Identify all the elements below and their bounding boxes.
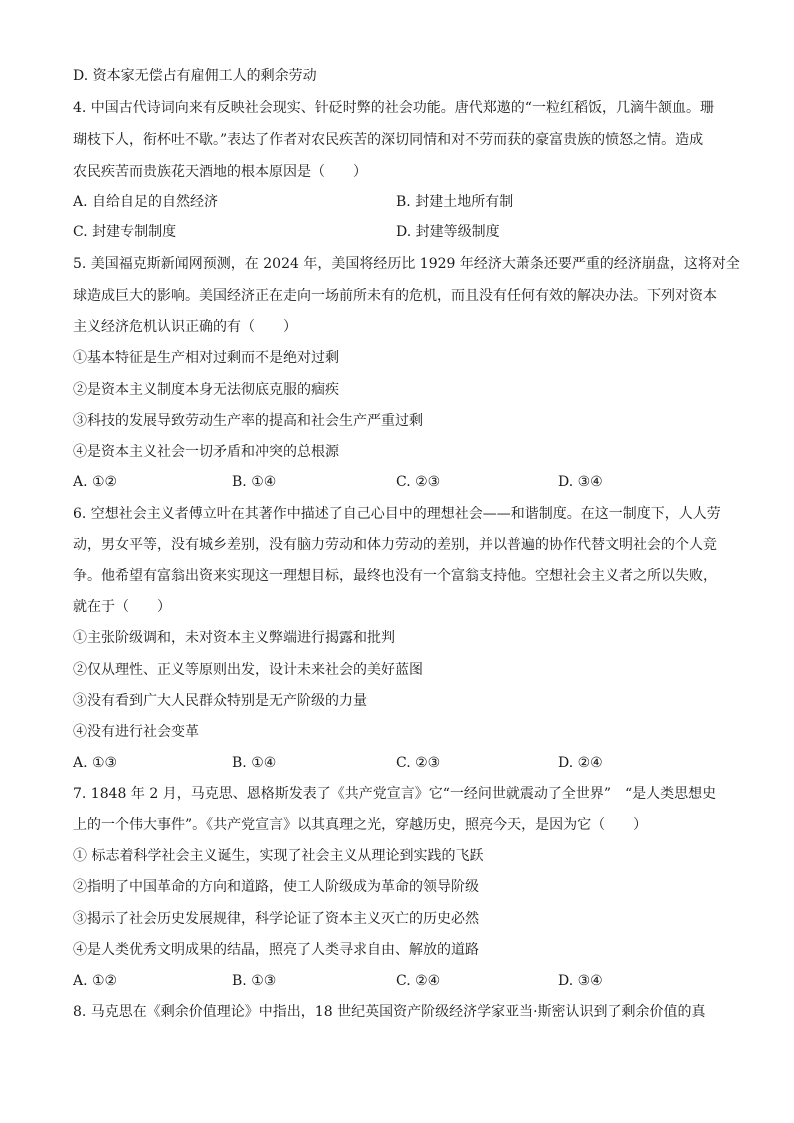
- q5-stem-line: 5. 美国福克斯新闻网预测，在 2024 年，美国将经历比 1929 年经济大萧条还要严重的经济崩盘，这将对全: [73, 256, 740, 272]
- q3-option-d: D. 资本家无偿占有雇佣工人的剩余劳动: [73, 68, 317, 84]
- q6-stem-line: 就在于（ ）: [73, 599, 171, 615]
- q5-item: ③科技的发展导致劳动生产率的提高和社会生产严重过剩: [73, 413, 423, 429]
- q7-option-b: B. ①③: [232, 973, 277, 989]
- q7-item: ③揭示了社会历史发展规律，科学论证了资本主义灭亡的历史必然: [73, 911, 479, 927]
- q6-stem-line: 争。他希望有富翁出资来实现这一理想目标，最终也没有一个富翁支持他。空想社会主义者之所以失败，: [73, 568, 717, 584]
- q5-option-c: C. ②③: [396, 474, 441, 490]
- q6-option-a: A. ①③: [73, 755, 118, 771]
- q5-stem-line: 球造成巨大的影响。美国经济正在走向一场前所未有的危机，而且没有任何有效的解决办法。下列对资本: [73, 288, 717, 304]
- q4-stem-line: 农民疾苦而贵族花天酒地的根本原因是（ ）: [73, 164, 367, 180]
- q8-stem-line: 8. 马克思在《剩余价值理论》中指出，18 世纪英国资产阶级经济学家亚当·斯密认识到了剩余价值的真: [73, 1004, 706, 1020]
- q5-item: ①基本特征是生产相对过剩而不是绝对过剩: [73, 350, 339, 366]
- q4-stem-line: 4. 中国古代诗词向来有反映社会现实、针砭时弊的社会功能。唐代郑遨的“一粒红稻饭，几滴牛颔血。珊: [73, 100, 714, 116]
- q7-item: ④是人类优秀文明成果的结晶，照亮了人类寻求自由、解放的道路: [73, 942, 479, 958]
- q6-item: ④没有进行社会变革: [73, 724, 199, 740]
- q7-stem-line: 上的一个伟大事件”。《共产党宣言》以其真理之光，穿越历史，照亮今天，是因为它（ ）: [73, 817, 648, 833]
- q7-item: ②指明了中国革命的方向和道路，使工人阶级成为革命的领导阶级: [73, 879, 479, 895]
- q6-option-d: D. ②④: [558, 755, 603, 771]
- q6-option-c: C. ②③: [396, 755, 441, 771]
- q5-option-d: D. ③④: [558, 474, 603, 490]
- q5-item: ②是资本主义制度本身无法彻底克服的痼疾: [73, 382, 339, 398]
- q5-option-a: A. ①②: [73, 474, 118, 490]
- q7-item: ① 标志着科学社会主义诞生，实现了社会主义从理论到实践的飞跃: [73, 848, 484, 864]
- q6-option-b: B. ①④: [232, 755, 277, 771]
- q4-stem-line: 瑚枝下人，衔杯吐不歇。”表达了作者对农民疾苦的深切同情和对不劳而获的豪富贵族的愤怒之情。造成: [73, 132, 704, 148]
- q7-stem-line: 7. 1848 年 2 月，马克思、恩格斯发表了《共产党宣言》它“一经问世就震动了全世界” “是人类思想史: [73, 786, 717, 802]
- q4-option-c: C. 封建专制制度: [73, 224, 177, 240]
- q7-option-c: C. ②④: [396, 973, 441, 989]
- q7-option-d: D. ③④: [558, 973, 603, 989]
- q4-option-d: D. 封建等级制度: [396, 224, 500, 240]
- q7-option-a: A. ①②: [73, 973, 118, 989]
- q5-item: ④是资本主义社会一切矛盾和冲突的总根源: [73, 444, 339, 460]
- q5-option-b: B. ①④: [232, 474, 277, 490]
- q6-stem-line: 动，男女平等，没有城乡差别，没有脑力劳动和体力劳动的差别，并以普遍的协作代替文明社会的个人竞: [73, 537, 717, 553]
- q6-stem-line: 6. 空想社会主义者傅立叶在其著作中描述了自己心目中的理想社会——和谐制度。在这一制度下，人人劳: [73, 506, 721, 522]
- q4-option-a: A. 自给自足的自然经济: [73, 194, 219, 210]
- q6-item: ①主张阶级调和，未对资本主义弊端进行揭露和批判: [73, 630, 395, 646]
- q6-item: ③没有看到广大人民群众特别是无产阶级的力量: [73, 693, 367, 709]
- q4-option-b: B. 封建土地所有制: [396, 194, 514, 210]
- q5-stem-line: 主义经济危机认识正确的有（ ）: [73, 319, 297, 335]
- q6-item: ②仅从理性、正义等原则出发，设计未来社会的美好蓝图: [73, 662, 423, 678]
